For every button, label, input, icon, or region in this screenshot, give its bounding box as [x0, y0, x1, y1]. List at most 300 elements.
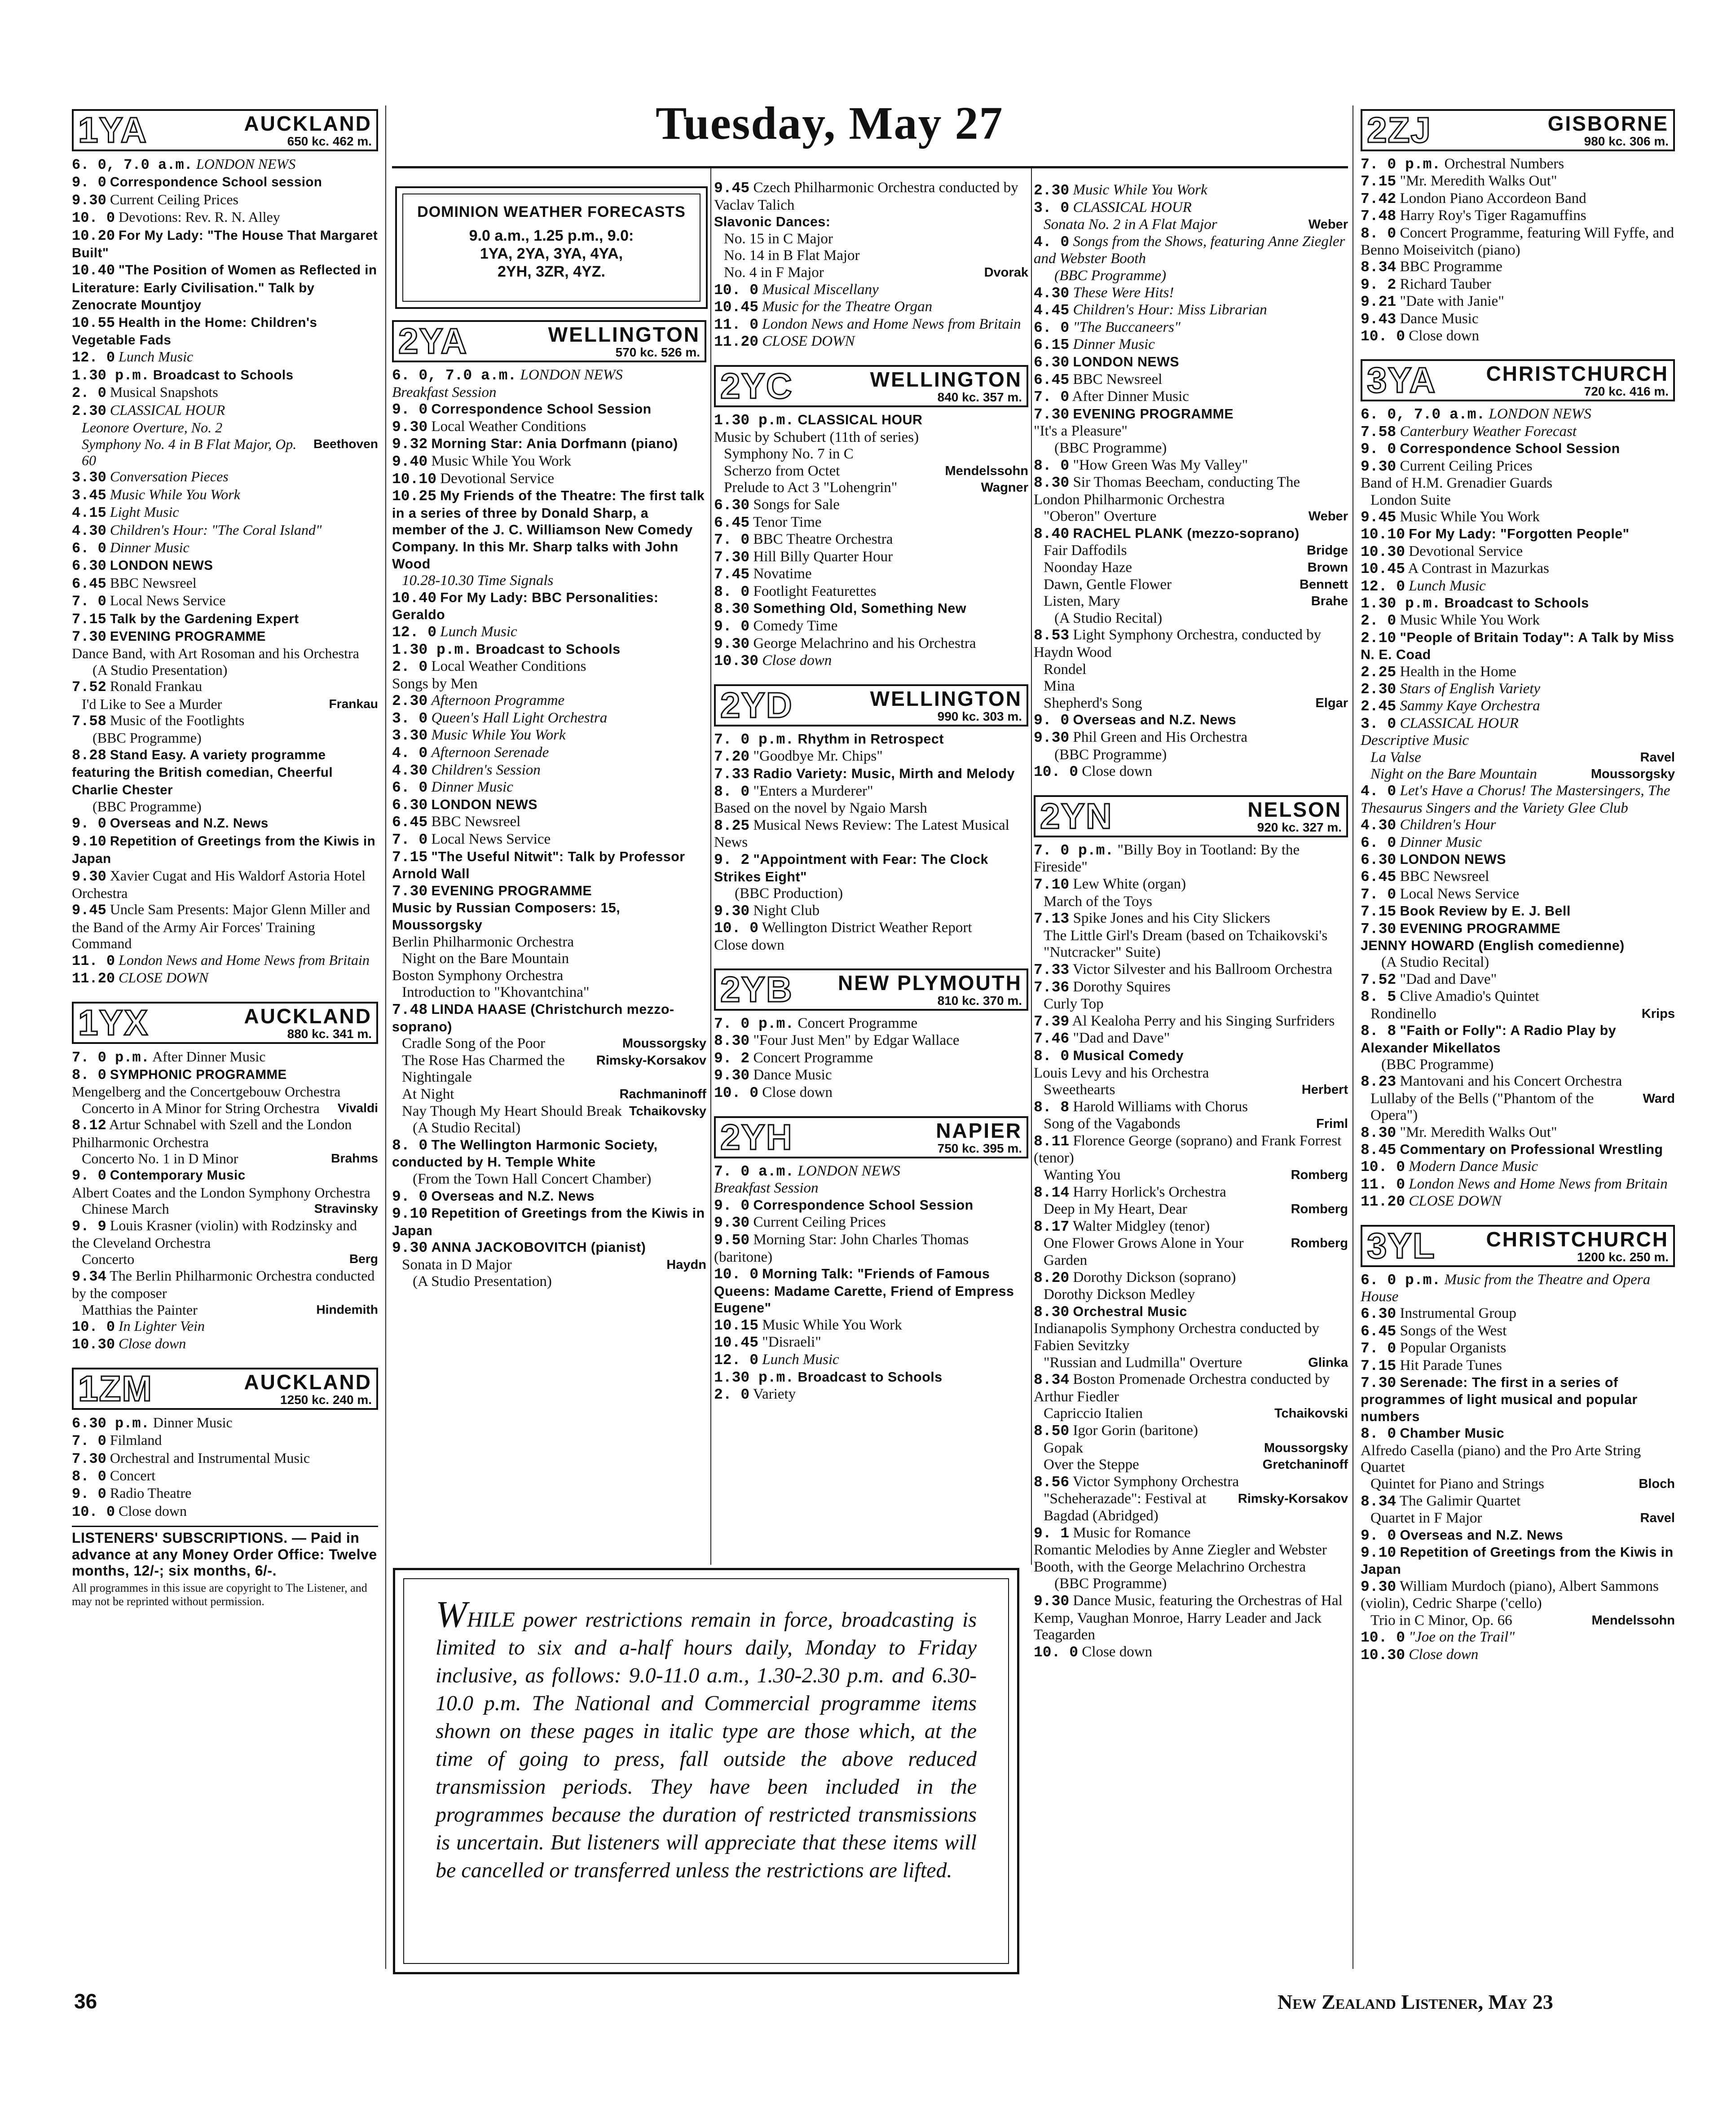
column-1 — [72, 106, 378, 1608]
programme-title: Concert Programme, featuring Will Fyffe, and Benno Moiseivitch (piano) — [1361, 225, 1674, 259]
programme-item — [72, 384, 378, 401]
programme-time: 12. 0 — [1361, 578, 1406, 595]
column-5 — [1361, 106, 1675, 1664]
programme-title: Children's Hour: Miss Librarian — [1073, 302, 1267, 318]
programme-title: Close down — [714, 937, 784, 953]
station-city: NELSON — [1247, 797, 1342, 821]
programme-item — [1034, 1474, 1348, 1491]
column-4 — [1034, 182, 1348, 1661]
programme-time: 1.30 p.m. — [1361, 595, 1441, 612]
programme-item — [392, 744, 706, 762]
composer-name: Krips — [1641, 1006, 1675, 1021]
programme-title: Dinner Music — [110, 539, 189, 555]
programme-time: 10. 0 — [72, 210, 115, 227]
programme-item — [72, 1335, 378, 1353]
programme-time: 9.45 — [714, 180, 750, 197]
programme-title: Nay Though My Heart Should Break — [402, 1103, 622, 1119]
programme-title: London News and Home News from Britain — [1409, 1175, 1668, 1192]
programme-item — [714, 902, 1028, 920]
programme-title: Musical Snapshots — [110, 384, 218, 401]
programme-time: 10.45 — [714, 1334, 759, 1351]
programme-item — [1361, 526, 1675, 543]
programme-time: 7.20 — [714, 748, 750, 766]
programme-title: Lunch Music — [119, 348, 194, 365]
programme-item — [1034, 1303, 1348, 1321]
programme-time: 6. 0 — [1034, 319, 1070, 336]
programme-item — [1361, 1305, 1675, 1322]
programme-time: 7.48 — [392, 1001, 428, 1018]
programme-time: 8. 0 — [714, 583, 750, 600]
programme-time: 9. 9 — [72, 1218, 106, 1235]
programme-title: Leonore Overture, No. 2 — [82, 419, 223, 436]
programme-list-1ya — [72, 156, 378, 987]
programme-title: Songs from the Shows, featuring Anne Ziegler and Webster Booth — [1034, 233, 1345, 267]
station-city: WELLINGTON — [870, 687, 1022, 710]
programme-item — [1361, 595, 1675, 612]
programme-title: Music While You Work — [431, 727, 566, 744]
programme-title: Music While You Work — [1073, 182, 1207, 198]
programme-item — [1361, 903, 1675, 920]
programme-item — [72, 209, 378, 226]
programme-time: 6. 0, 7.0 a.m. — [72, 157, 193, 173]
programme-item — [1361, 560, 1675, 577]
composer-name: Moussorgsky — [1591, 767, 1675, 781]
programme-time: 12. 0 — [714, 1352, 759, 1369]
programme-time: 8.34 — [1361, 259, 1397, 276]
programme-item — [1361, 293, 1675, 310]
programme-title: Instrumental Group — [1400, 1305, 1516, 1322]
programme-time: 9.21 — [1361, 294, 1397, 311]
programme-item — [1034, 1116, 1348, 1133]
programme-item — [72, 901, 378, 951]
programme-title: Lunch Music — [1409, 577, 1486, 594]
programme-time: 7. 0 — [392, 832, 428, 849]
composer-name: Glinka — [1308, 1355, 1348, 1370]
programme-item — [714, 299, 1028, 316]
programme-time: 4.30 — [1034, 285, 1070, 302]
programme-item — [1034, 1065, 1348, 1082]
composer-name: Brahe — [1311, 594, 1348, 609]
programme-time: 6.45 — [1034, 371, 1070, 388]
programme-title: Commentary on Professional Wrestling — [1400, 1142, 1663, 1157]
programme-item — [72, 1485, 378, 1502]
programme-title: Morning Talk: "Friends of Famous Queens: Madame Carette, Friend of Empress Eugene" — [714, 1267, 1014, 1316]
programme-item — [392, 488, 706, 572]
programme-item — [1034, 1422, 1348, 1440]
programme-time: 8. 5 — [1361, 989, 1397, 1006]
programme-time: 9.30 — [1361, 458, 1397, 475]
programme-item — [72, 486, 378, 504]
programme-time: 6.30 — [392, 797, 428, 814]
programme-time: 7.46 — [1034, 1030, 1070, 1048]
programme-time: 6. 0, 7.0 a.m. — [392, 367, 517, 384]
programme-title: London News and Home News from Britain — [762, 316, 1021, 332]
programme-title: Wellington District Weather Report — [762, 920, 972, 936]
programme-time: 7. 0 — [1361, 886, 1397, 903]
programme-item — [1034, 216, 1348, 233]
programme-item — [1034, 199, 1348, 217]
composer-name: Bridge — [1307, 543, 1348, 558]
programme-title: Based on the novel by Ngaio Marsh — [714, 800, 927, 817]
programme-title: (From the Town Hall Concert Chamber) — [413, 1171, 652, 1187]
programme-title: Listen, Mary — [1044, 593, 1120, 610]
programme-title: Ronald Frankau — [110, 678, 203, 695]
programme-time: 11. 0 — [1361, 1176, 1406, 1193]
programme-title: Clive Amadio's Quintet — [1400, 988, 1539, 1005]
station-logo: 1YA — [78, 110, 148, 150]
programme-time: 11.20 — [714, 334, 759, 351]
programme-time: 8. 0 — [714, 783, 750, 800]
programme-item — [1361, 458, 1675, 475]
programme-item — [714, 618, 1028, 635]
programme-title: Concerto No. 1 in D Minor — [82, 1150, 238, 1167]
programme-item — [1034, 747, 1348, 764]
programme-title: "It's a Pleasure" — [1034, 423, 1128, 440]
programme-time: 7. 0 — [72, 593, 106, 610]
programme-item — [1361, 1073, 1675, 1090]
programme-time: 9. 0 — [1034, 712, 1070, 729]
programme-time: 7.58 — [1361, 423, 1397, 440]
programme-title: Dorothy Dickson Medley — [1044, 1286, 1195, 1303]
programme-item — [1034, 712, 1348, 729]
programme-title: One Flower Grows Alone in Your Garden — [1044, 1235, 1244, 1269]
programme-title: (BBC Programme) — [1054, 746, 1167, 763]
programme-title: Morning Star: John Charles Thomas (baritone) — [714, 1231, 969, 1265]
programme-title: Close down — [119, 1502, 187, 1519]
composer-name: Mendelssohn — [1591, 1613, 1675, 1628]
programme-title: Devotional Service — [440, 470, 555, 487]
programme-time: 8. 0 — [1361, 1426, 1397, 1443]
programme-title: CLASSICAL HOUR — [110, 401, 225, 418]
programme-time: 7.30 — [392, 883, 428, 900]
column-2 — [392, 317, 706, 1290]
programme-title: Overseas and N.Z. News — [1400, 1528, 1564, 1543]
programme-title: Louis Krasner (violin) with Rodzinsky and the Cleveland Orchestra — [72, 1217, 357, 1251]
programme-item — [1361, 612, 1675, 629]
weather-line: 9.0 a.m., 1.25 p.m., 9.0: — [469, 227, 634, 244]
composer-name: Moussorgsky — [622, 1036, 706, 1051]
programme-title: Song of the Vagabonds — [1044, 1116, 1181, 1132]
programme-time: 9.30 — [392, 418, 428, 436]
programme-title: The Wellington Harmonic Society, conducted by H. Temple White — [392, 1137, 658, 1170]
programme-title: Comedy Time — [753, 618, 838, 634]
programme-item — [1034, 319, 1348, 337]
programme-time: 8.30 — [1034, 1303, 1070, 1321]
programme-item — [72, 1066, 378, 1083]
programme-item — [1361, 1476, 1675, 1492]
station-header-2zj — [1361, 109, 1675, 151]
programme-title: "Faith or Folly": A Radio Play by Alexander Mikellatos — [1361, 1023, 1617, 1056]
programme-item — [72, 645, 378, 661]
programme-time: 12. 0 — [392, 624, 437, 641]
programme-title: Repetition of Greetings from the Kiwis in Japan — [72, 833, 376, 867]
programme-item — [714, 531, 1028, 549]
programme-time: 10.45 — [1361, 561, 1406, 578]
programme-title: Shepherd's Song — [1044, 695, 1142, 711]
station-header-1ya — [72, 109, 378, 151]
programme-item — [1361, 1510, 1675, 1527]
programme-title: For My Lady: "Forgotten People" — [1409, 527, 1630, 542]
programme-item — [72, 156, 378, 173]
programme-title: London News and Home News from Britain — [119, 951, 370, 968]
programme-title: LONDON NEWS — [1073, 354, 1180, 370]
programme-title: Harry Horlick's Orchestra — [1073, 1184, 1226, 1200]
column-3 — [714, 180, 1028, 1404]
programme-title: Capriccio Italien — [1044, 1405, 1143, 1422]
programme-title: (A Studio Recital) — [1054, 610, 1163, 626]
programme-title: Slavonic Dances: — [714, 215, 831, 230]
programme-title: Mengelberg and the Concertgebouw Orchestra — [72, 1083, 341, 1100]
programme-time: 7. 0 p.m. — [1361, 156, 1441, 173]
programme-title: Devotional Service — [1409, 543, 1523, 559]
composer-name: Bloch — [1639, 1477, 1675, 1492]
station-header-3ya — [1361, 359, 1675, 401]
programme-title: Night Club — [753, 902, 820, 919]
programme-title: "The Buccaneers" — [1073, 319, 1181, 335]
programme-item — [1361, 1323, 1675, 1340]
programme-item — [1361, 783, 1675, 817]
programme-item — [1034, 182, 1348, 199]
programme-item — [392, 934, 706, 951]
programme-time: 9.30 — [392, 1240, 428, 1257]
programme-item — [1034, 457, 1348, 475]
programme-time: 10. 0 — [1361, 1629, 1406, 1646]
programme-item — [1361, 1544, 1675, 1578]
programme-item — [392, 590, 706, 624]
programme-time: 1.30 p.m. — [72, 367, 150, 384]
programme-item — [72, 628, 378, 645]
programme-title: Walter Midgley (tenor) — [1072, 1218, 1210, 1234]
programme-time: 10. 0 — [714, 920, 759, 937]
programme-time: 9.45 — [72, 902, 106, 919]
programme-title: Florence George (soprano) and Frank Forrest (tenor) — [1034, 1132, 1342, 1167]
programme-title: Over the Steppe — [1044, 1457, 1139, 1473]
programme-item — [72, 1268, 378, 1302]
programme-time: 10. 0 — [714, 1084, 759, 1101]
programme-title: Concerto in A Minor for String Orchestra — [82, 1100, 320, 1116]
programme-title: "People of Britain Today": A Talk by Miss N. E. Coad — [1361, 630, 1674, 663]
programme-time: 7. 0 p.m. — [714, 1015, 794, 1032]
programme-title: "The Useful Nitwit": Talk by Professor Arnold Wall — [392, 849, 685, 882]
programme-time: 6.45 — [1361, 869, 1397, 886]
programme-item — [1361, 817, 1675, 834]
programme-item — [1034, 508, 1348, 525]
programme-time: 7.30 — [1034, 406, 1070, 423]
programme-list-3ya — [1361, 406, 1675, 1210]
programme-title: "Enters a Murderer" — [753, 783, 873, 799]
programme-title: "Mr. Meredith Walks Out" — [1400, 173, 1557, 189]
programme-item — [72, 610, 378, 628]
programme-time: 7. 0 — [714, 532, 750, 549]
subscriptions-notice — [72, 1526, 378, 1608]
programme-item — [1361, 475, 1675, 492]
programme-time: 9.10 — [72, 833, 106, 850]
programme-title: Introduction to "Khovantchina" — [402, 984, 590, 1001]
station-header-2yd — [714, 684, 1028, 726]
programme-time: 9.30 — [1361, 1578, 1397, 1595]
page-title: Tuesday, May 27 — [656, 97, 1004, 149]
composer-name: Weber — [1308, 217, 1348, 232]
programme-title: RACHEL PLANK (mezzo-soprano) — [1073, 526, 1300, 541]
programme-item — [714, 1351, 1028, 1369]
programme-item — [714, 817, 1028, 851]
programme-item — [72, 1167, 378, 1184]
programme-item — [714, 316, 1028, 334]
programme-item — [1361, 543, 1675, 560]
programme-item — [1361, 886, 1675, 903]
programme-item — [714, 231, 1028, 248]
programme-title: Contemporary Music — [110, 1168, 246, 1183]
programme-list-2yh — [714, 1163, 1028, 1404]
programme-time: 2.30 — [392, 693, 428, 710]
programme-title: LONDON NEWS — [196, 156, 296, 172]
programme-time: 7.30 — [1361, 920, 1397, 938]
programme-title: Spike Jones and his City Slickers — [1073, 910, 1270, 927]
programme-item — [1034, 1269, 1348, 1287]
programme-time: 9. 2 — [714, 852, 750, 868]
programme-title: Music While You Work — [110, 486, 240, 502]
station-frequency: 650 kc. 462 m. — [287, 134, 372, 148]
programme-item — [72, 1302, 378, 1318]
programme-item — [714, 1266, 1028, 1317]
programme-item — [714, 1214, 1028, 1232]
programme-title: Radio Variety: Music, Mirth and Melody — [753, 766, 1015, 782]
programme-item — [72, 1217, 378, 1251]
programme-item — [714, 549, 1028, 566]
programme-time: 6.30 — [1361, 852, 1397, 869]
programme-item — [1361, 1022, 1675, 1056]
page-number: 36 — [74, 1990, 97, 2013]
programme-time: 1.30 p.m. — [714, 1369, 794, 1386]
programme-title: Matthias the Painter — [82, 1301, 198, 1318]
programme-time: 11.20 — [1361, 1193, 1406, 1211]
programme-time: 7.15 — [1361, 173, 1397, 190]
programme-item — [1361, 1056, 1675, 1073]
programme-item — [1034, 577, 1348, 594]
programme-time: 6. 0 — [1361, 834, 1397, 851]
programme-title: Broadcast to Schools — [153, 367, 294, 383]
programme-time: 7. 0 p.m. — [714, 731, 794, 748]
programme-title: Music for Romance — [1073, 1524, 1191, 1541]
programme-title: Richard Tauber — [1400, 276, 1491, 292]
programme-title: (A Studio Recital) — [1381, 954, 1489, 971]
programme-item — [1034, 336, 1348, 354]
programme-title: Children's Session — [431, 762, 541, 778]
programme-time: 11.20 — [72, 970, 115, 987]
station-header-2ya — [392, 320, 706, 362]
programme-title: Noonday Haze — [1044, 559, 1132, 576]
programme-time: 12. 0 — [72, 349, 115, 366]
programme-time: 10.25 — [392, 488, 437, 505]
programme-time: 8.56 — [1034, 1474, 1070, 1491]
programme-time: 4.30 — [392, 762, 428, 779]
programme-item — [714, 214, 1028, 231]
programme-time: 8.11 — [1034, 1133, 1070, 1150]
programme-title: (A Studio Recital) — [413, 1120, 521, 1136]
programme-item — [392, 900, 706, 933]
programme-title: Rondinello — [1370, 1005, 1436, 1022]
programme-time: 7.30 — [714, 549, 750, 566]
programme-time: 8. 8 — [1034, 1099, 1070, 1116]
programme-time: 9. 0 — [714, 1197, 750, 1214]
programme-title: LONDON NEWS — [520, 367, 623, 383]
programme-title: Orchestral Numbers — [1444, 156, 1564, 172]
programme-item — [714, 497, 1028, 514]
station-frequency: 750 kc. 395 m. — [937, 1141, 1022, 1155]
composer-name: Gretchaninoff — [1262, 1457, 1348, 1472]
programme-item — [1034, 525, 1348, 543]
programme-item — [72, 191, 378, 209]
composer-name: Mendelssohn — [945, 463, 1028, 478]
programme-title: London Piano Accordeon Band — [1400, 190, 1586, 207]
programme-item — [392, 1239, 706, 1257]
composer-name: Ravel — [1640, 1511, 1675, 1526]
programme-title: Conversation Pieces — [110, 468, 229, 485]
programme-title: Phil Green and His Orchestra — [1073, 729, 1248, 745]
programme-title: LONDON NEWS — [1489, 406, 1591, 423]
programme-list-2yc — [714, 412, 1028, 670]
programme-item — [72, 1116, 378, 1150]
programme-item — [1361, 1158, 1675, 1175]
programme-item — [72, 348, 378, 366]
notice-text: HILE power restrictions remain in force, broadcasting is limited to six and a-half hours daily, Monday to Friday inclusive, as follows: 9.0-11.0 a.m., 1.30-2.30 p.m. and 6.30-10.0 p.m. The National and Commercial programme items shown on these pages in italic type are those which, at the time of going to press, fall outside the above reduced transmission periods. They have been included in the programmes because the duration of restricted transmissions is uncertain. But listeners will appreciate that these items will be cancelled or transferred unless the restrictions are lifted. — [436, 1608, 977, 1882]
programme-item — [1361, 1340, 1675, 1357]
programme-title: At Night — [402, 1086, 454, 1102]
programme-title: Dance Music, featuring the Orchestras of Hal Kemp, Vaughan Monroe, Harry Leader and Jack Teagarden — [1034, 1592, 1343, 1643]
programme-title: "Dad and Dave" — [1400, 971, 1497, 987]
programme-title: Songs by Men — [392, 675, 478, 692]
programme-item — [72, 1083, 378, 1100]
programme-time: 9.10 — [1361, 1545, 1397, 1562]
programme-title: Radio Theatre — [110, 1485, 192, 1501]
programme-title: Night on the Bare Mountain — [402, 951, 569, 967]
programme-time: 10. 0 — [714, 282, 759, 299]
programme-time: 8. 0 — [72, 1468, 106, 1485]
programme-item — [1361, 971, 1675, 988]
programme-title: Sonata in D Major — [402, 1256, 512, 1273]
programme-item — [392, 572, 706, 590]
programme-title: Devotions: Rev. R. N. Alley — [119, 209, 280, 225]
programme-item — [714, 920, 1028, 937]
station-logo: 3YL — [1367, 1225, 1436, 1266]
programme-item — [1034, 894, 1348, 911]
programme-title: Broadcast to Schools — [1444, 595, 1589, 611]
programme-title: Light Symphony Orchestra, conducted by Haydn Wood — [1034, 627, 1322, 661]
programme-title: Sammy Kaye Orchestra — [1400, 698, 1540, 714]
programme-time: 1.30 p.m. — [392, 641, 472, 658]
programme-title: LONDON NEWS — [1400, 852, 1507, 867]
station-frequency: 570 kc. 526 m. — [615, 345, 700, 359]
station-header-2yc — [714, 365, 1028, 407]
programme-time: 8.20 — [1034, 1269, 1070, 1286]
station-frequency: 980 kc. 306 m. — [1584, 134, 1669, 148]
programme-time: 8.12 — [72, 1117, 106, 1134]
programme-time: 10.10 — [1361, 526, 1406, 543]
station-logo: 2YH — [720, 1117, 793, 1157]
programme-item — [1034, 388, 1348, 406]
programme-time: 7.13 — [1034, 911, 1070, 928]
programme-time: 8.45 — [1361, 1141, 1397, 1158]
station-city: AUCKLAND — [244, 1370, 372, 1394]
programme-time: 6.45 — [1361, 1323, 1397, 1340]
programme-title: Let's Have a Chorus! The Mastersingers, The Thesaurus Singers and the Variety Glee Club — [1361, 783, 1670, 816]
programme-title: Correspondence School Session — [753, 1197, 974, 1213]
programme-title: La Valse — [1370, 749, 1421, 766]
programme-title: The Little Girl's Dream (based on Tchaikovski's "Nutcracker" Suite) — [1044, 927, 1328, 961]
composer-name: Moussorgsky — [1264, 1440, 1348, 1455]
programme-item — [72, 1432, 378, 1449]
programme-time: 3.45 — [72, 487, 106, 504]
